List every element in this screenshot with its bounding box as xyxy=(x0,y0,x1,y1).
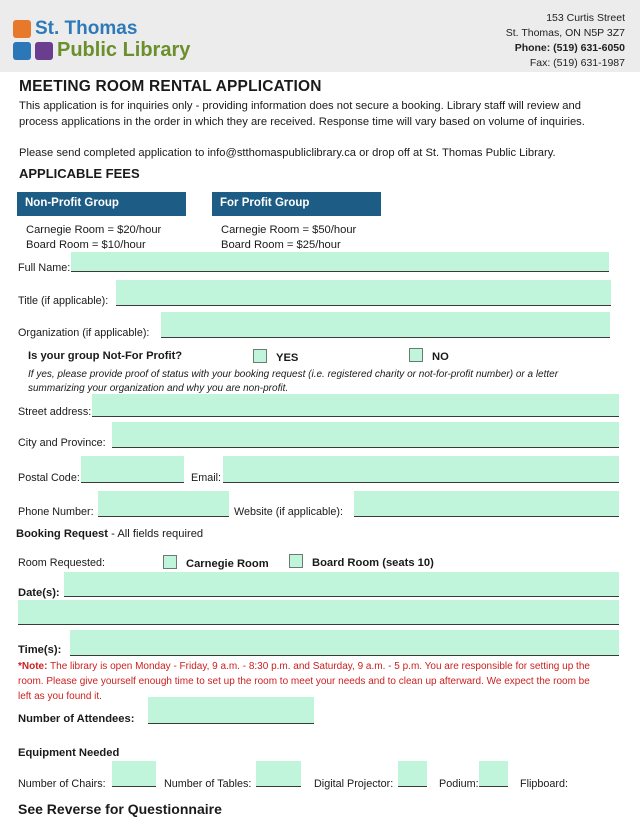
email-label: Email: xyxy=(191,472,221,484)
postal-field[interactable] xyxy=(81,456,184,483)
proof-note-line-2: summarizing your organization and why you are non-profit. xyxy=(28,383,289,394)
note-text-1: The library is open Monday - Friday, 9 a.m. - 8:30 p.m. and Saturday, 9 a.m. - 5 p.m. You are responsible for setting up the xyxy=(47,661,590,672)
title-label: Title (if applicable): xyxy=(18,295,109,307)
city-label: City and Province: xyxy=(18,437,106,449)
phone-label: Phone Number: xyxy=(18,506,94,518)
website-label: Website (if applicable): xyxy=(234,506,344,518)
street-field[interactable] xyxy=(92,394,619,417)
full-name-field[interactable] xyxy=(71,252,609,272)
organization-field[interactable] xyxy=(161,312,610,338)
chairs-field[interactable] xyxy=(112,761,156,787)
postal-label: Postal Code: xyxy=(18,472,80,484)
projector-field[interactable] xyxy=(398,761,427,787)
attendees-label: Number of Attendees: xyxy=(18,713,135,725)
contact-block xyxy=(506,11,625,71)
no-checkbox[interactable] xyxy=(409,348,423,362)
booking-heading xyxy=(16,528,203,540)
hours-note-line-1 xyxy=(18,659,590,674)
projector-label: Digital Projector: xyxy=(314,778,394,790)
full-name-label: Full Name: xyxy=(18,262,71,274)
city-field[interactable] xyxy=(112,422,619,448)
page-title: MEETING ROOM RENTAL APPLICATION xyxy=(19,78,322,95)
forprofit-fees xyxy=(221,223,356,253)
booking-heading-note: - All fields required xyxy=(108,528,204,540)
dates-label: Date(s): xyxy=(18,587,60,599)
logo-purple-square xyxy=(35,42,53,60)
carnegie-room-label: Carnegie Room xyxy=(186,558,269,570)
title-field[interactable] xyxy=(116,280,611,306)
forprofit-board-fee: Board Room = $25/hour xyxy=(221,239,341,251)
proof-note-line-1: If yes, please provide proof of status with your booking request (i.e. registered charity or not-for-profit number) or a letter xyxy=(28,369,559,380)
times-label: Time(s): xyxy=(18,644,62,656)
logo-text-public-library: Public Library xyxy=(57,39,191,61)
address-street: 153 Curtis Street xyxy=(546,12,625,24)
hours-note-line-3: left as you found it. xyxy=(18,691,102,702)
note-label: *Note: xyxy=(18,661,48,672)
forprofit-carnegie-fee: Carnegie Room = $50/hour xyxy=(221,224,357,236)
hours-note-line-2: room. Please give yourself enough time to set up the room to meet your needs and to clean up afterward. We expect the room be xyxy=(18,676,590,687)
carnegie-room-checkbox[interactable] xyxy=(163,555,177,569)
flipboard-label: Flipboard: xyxy=(520,778,569,790)
address-city: St. Thomas, ON N5P 3Z7 xyxy=(505,27,625,39)
tables-label: Number of Tables: xyxy=(164,778,252,790)
footer-note: See Reverse for Questionnaire xyxy=(18,801,222,817)
website-field[interactable] xyxy=(354,491,619,517)
equipment-heading: Equipment Needed xyxy=(18,747,120,759)
board-room-checkbox[interactable] xyxy=(289,554,303,568)
podium-field[interactable] xyxy=(479,761,508,787)
intro-line-2: process applications in the order in which they are received. Response time will vary based on volume of inquiries. xyxy=(19,116,585,128)
intro-line-1: This application is for inquiries only - providing information does not secure a booking. Library staff will review and xyxy=(19,100,581,112)
forprofit-tab: For Profit Group xyxy=(212,192,381,216)
phone-number: Phone: (519) 631-6050 xyxy=(514,42,625,54)
nonprofit-fees xyxy=(26,223,161,253)
yes-checkbox[interactable] xyxy=(253,349,267,363)
room-requested-label: Room Requested: xyxy=(18,557,106,569)
chairs-label: Number of Chairs: xyxy=(18,778,106,790)
letterhead xyxy=(0,0,640,72)
attendees-field[interactable] xyxy=(148,697,314,724)
nonprofit-tab: Non-Profit Group xyxy=(17,192,186,216)
no-label: NO xyxy=(432,351,449,363)
yes-label: YES xyxy=(276,352,299,364)
dates-field[interactable] xyxy=(64,572,619,597)
tables-field[interactable] xyxy=(256,761,301,787)
dates-field-2[interactable] xyxy=(18,600,619,625)
email-field[interactable] xyxy=(223,456,619,483)
nonprofit-question: Is your group Not-For Profit? xyxy=(28,350,183,362)
nonprofit-board-fee: Board Room = $10/hour xyxy=(26,239,146,251)
organization-label: Organization (if applicable): xyxy=(18,327,150,339)
phone-field[interactable] xyxy=(98,491,229,517)
nonprofit-carnegie-fee: Carnegie Room = $20/hour xyxy=(26,224,162,236)
logo-orange-square xyxy=(13,20,31,38)
booking-heading-title: Booking Request xyxy=(16,528,108,540)
street-label: Street address: xyxy=(18,406,92,418)
logo-blue-square xyxy=(13,42,31,60)
intro-send: Please send completed application to info@stthomaspubliclibrary.ca or drop off at St. Thomas Public Library. xyxy=(19,147,556,159)
board-room-label: Board Room (seats 10) xyxy=(312,557,434,569)
fax-number: Fax: (519) 631-1987 xyxy=(529,57,625,69)
podium-label: Podium: xyxy=(439,778,479,790)
fees-heading: APPLICABLE FEES xyxy=(19,166,140,181)
logo-text-st-thomas: St. Thomas xyxy=(35,18,138,39)
times-field[interactable] xyxy=(70,630,619,656)
